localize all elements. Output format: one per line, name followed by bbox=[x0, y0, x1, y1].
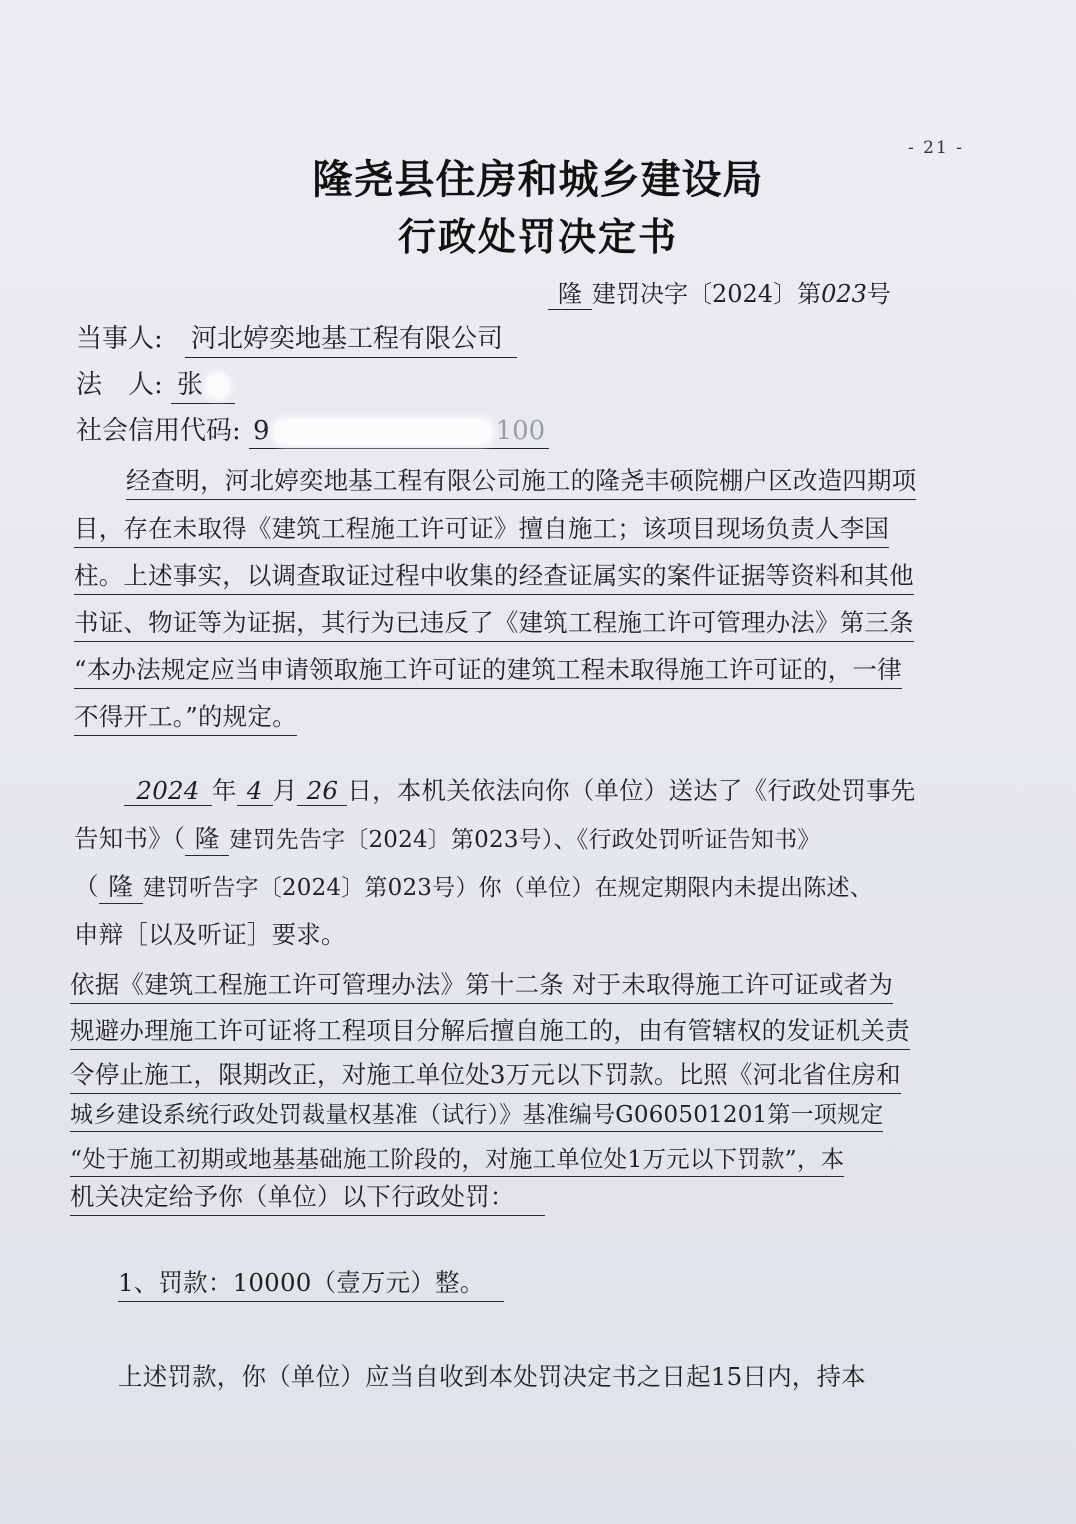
basis-line-1: 依据《建筑工程施工许可管理办法》第十二条 对于未取得施工许可证或者为 bbox=[70, 966, 893, 1004]
basis-line-4: 城乡建设系统行政处罚裁量权基准（试行）》基准编号G060501201第一项规定 bbox=[70, 1096, 883, 1132]
notice-line-3-prefix: 隆 bbox=[99, 868, 143, 904]
notice-line-2-prefix: 隆 bbox=[185, 820, 229, 856]
notice-year: 2024 bbox=[124, 776, 212, 806]
credit-code-tail: 100 bbox=[495, 416, 546, 446]
credit-code-field bbox=[76, 410, 549, 449]
notice-line-2-a: 告知书》（ bbox=[74, 824, 186, 853]
document-title: 行政处罚决定书 bbox=[397, 214, 678, 259]
document-number-suffix: 号 bbox=[866, 280, 891, 308]
redaction-mark bbox=[274, 420, 492, 444]
notice-line-4: 申辩［以及听证］要求。 bbox=[74, 920, 346, 949]
closing-line-1: 上述罚款，你（单位）应当自收到本处罚决定书之日起15日内，持本 bbox=[118, 1362, 866, 1391]
notice-line-1-rest: 日，本机关依法向你（单位）送达了《行政处罚事先 bbox=[347, 776, 916, 805]
notice-line-3-b: 建罚听告字〔2024〕第023号）你（单位）在规定期限内未提出陈述、 bbox=[142, 875, 873, 901]
issuing-authority-title: 隆尧县住房和城乡建设局 bbox=[312, 156, 764, 203]
credit-code-head: 9 bbox=[253, 416, 270, 446]
credit-code-label: 社会信用代码: bbox=[76, 416, 241, 446]
document-number bbox=[548, 274, 891, 310]
party-field bbox=[76, 318, 517, 358]
document-number-handwritten: 023 bbox=[821, 280, 867, 308]
legal-person-name: 张 bbox=[177, 370, 204, 400]
redaction-mark bbox=[207, 374, 229, 398]
notice-line-3 bbox=[74, 868, 873, 904]
basis-line-3: 令停止施工，限期改正，对施工单位处3万元以下罚款。比照《河北省住房和 bbox=[70, 1056, 901, 1094]
party-value: 河北婷奕地基工程有限公司 bbox=[185, 318, 517, 358]
notice-month-unit: 月 bbox=[272, 776, 298, 805]
notice-month: 4 bbox=[237, 776, 273, 806]
document-number-middle: 建罚决字〔2024〕第 bbox=[592, 280, 822, 308]
facts-line-5: “本办法规定应当申请领取施工许可证的建筑工程未取得施工许可证的，一律 bbox=[74, 651, 902, 689]
notice-line-1 bbox=[124, 772, 916, 807]
notice-line-3-a: （ bbox=[74, 872, 99, 901]
facts-line-2: 目，存在未取得《建筑工程施工许可证》擅自施工；该项目现场负责人李国 bbox=[74, 510, 889, 548]
penalty-item-1: 1、罚款：10000（壹万元）整。 bbox=[118, 1264, 504, 1302]
notice-line-2-b: 建罚先告字〔2024〕第023号）、《行政处罚听证告知书》 bbox=[229, 827, 821, 853]
page-number: - 21 - bbox=[908, 138, 964, 158]
facts-line-3: 柱。上述事实，以调查取证过程中收集的经查证属实的案件证据等资料和其他 bbox=[74, 557, 914, 595]
basis-line-6: 机关决定给予你（单位）以下行政处罚： bbox=[70, 1178, 545, 1216]
notice-year-unit: 年 bbox=[212, 776, 237, 805]
notice-line-2 bbox=[74, 820, 820, 856]
legal-person-field bbox=[76, 364, 235, 404]
facts-line-6: 不得开工。”的规定。 bbox=[74, 698, 297, 736]
facts-line-4: 书证、物证等为证据，其行为已违反了《建筑工程施工许可管理办法》第三条 bbox=[74, 604, 914, 642]
legal-person-value bbox=[171, 364, 235, 404]
basis-line-5: “处于施工初期或地基基础施工阶段的，对施工单位处1万元以下罚款”，本 bbox=[70, 1140, 844, 1177]
legal-person-label: 法 人: bbox=[76, 370, 163, 400]
party-label: 当事人: bbox=[76, 324, 163, 354]
credit-code-value bbox=[249, 416, 549, 449]
facts-line-1: 经查明，河北婷奕地基工程有限公司施工的隆尧丰硕院棚户区改造四期项 bbox=[126, 462, 916, 500]
document-number-prefix: 隆 bbox=[548, 274, 592, 310]
basis-line-2: 规避办理施工许可证将工程项目分解后擅自施工的，由有管辖权的发证机关责 bbox=[70, 1012, 910, 1050]
notice-day: 26 bbox=[297, 776, 347, 806]
